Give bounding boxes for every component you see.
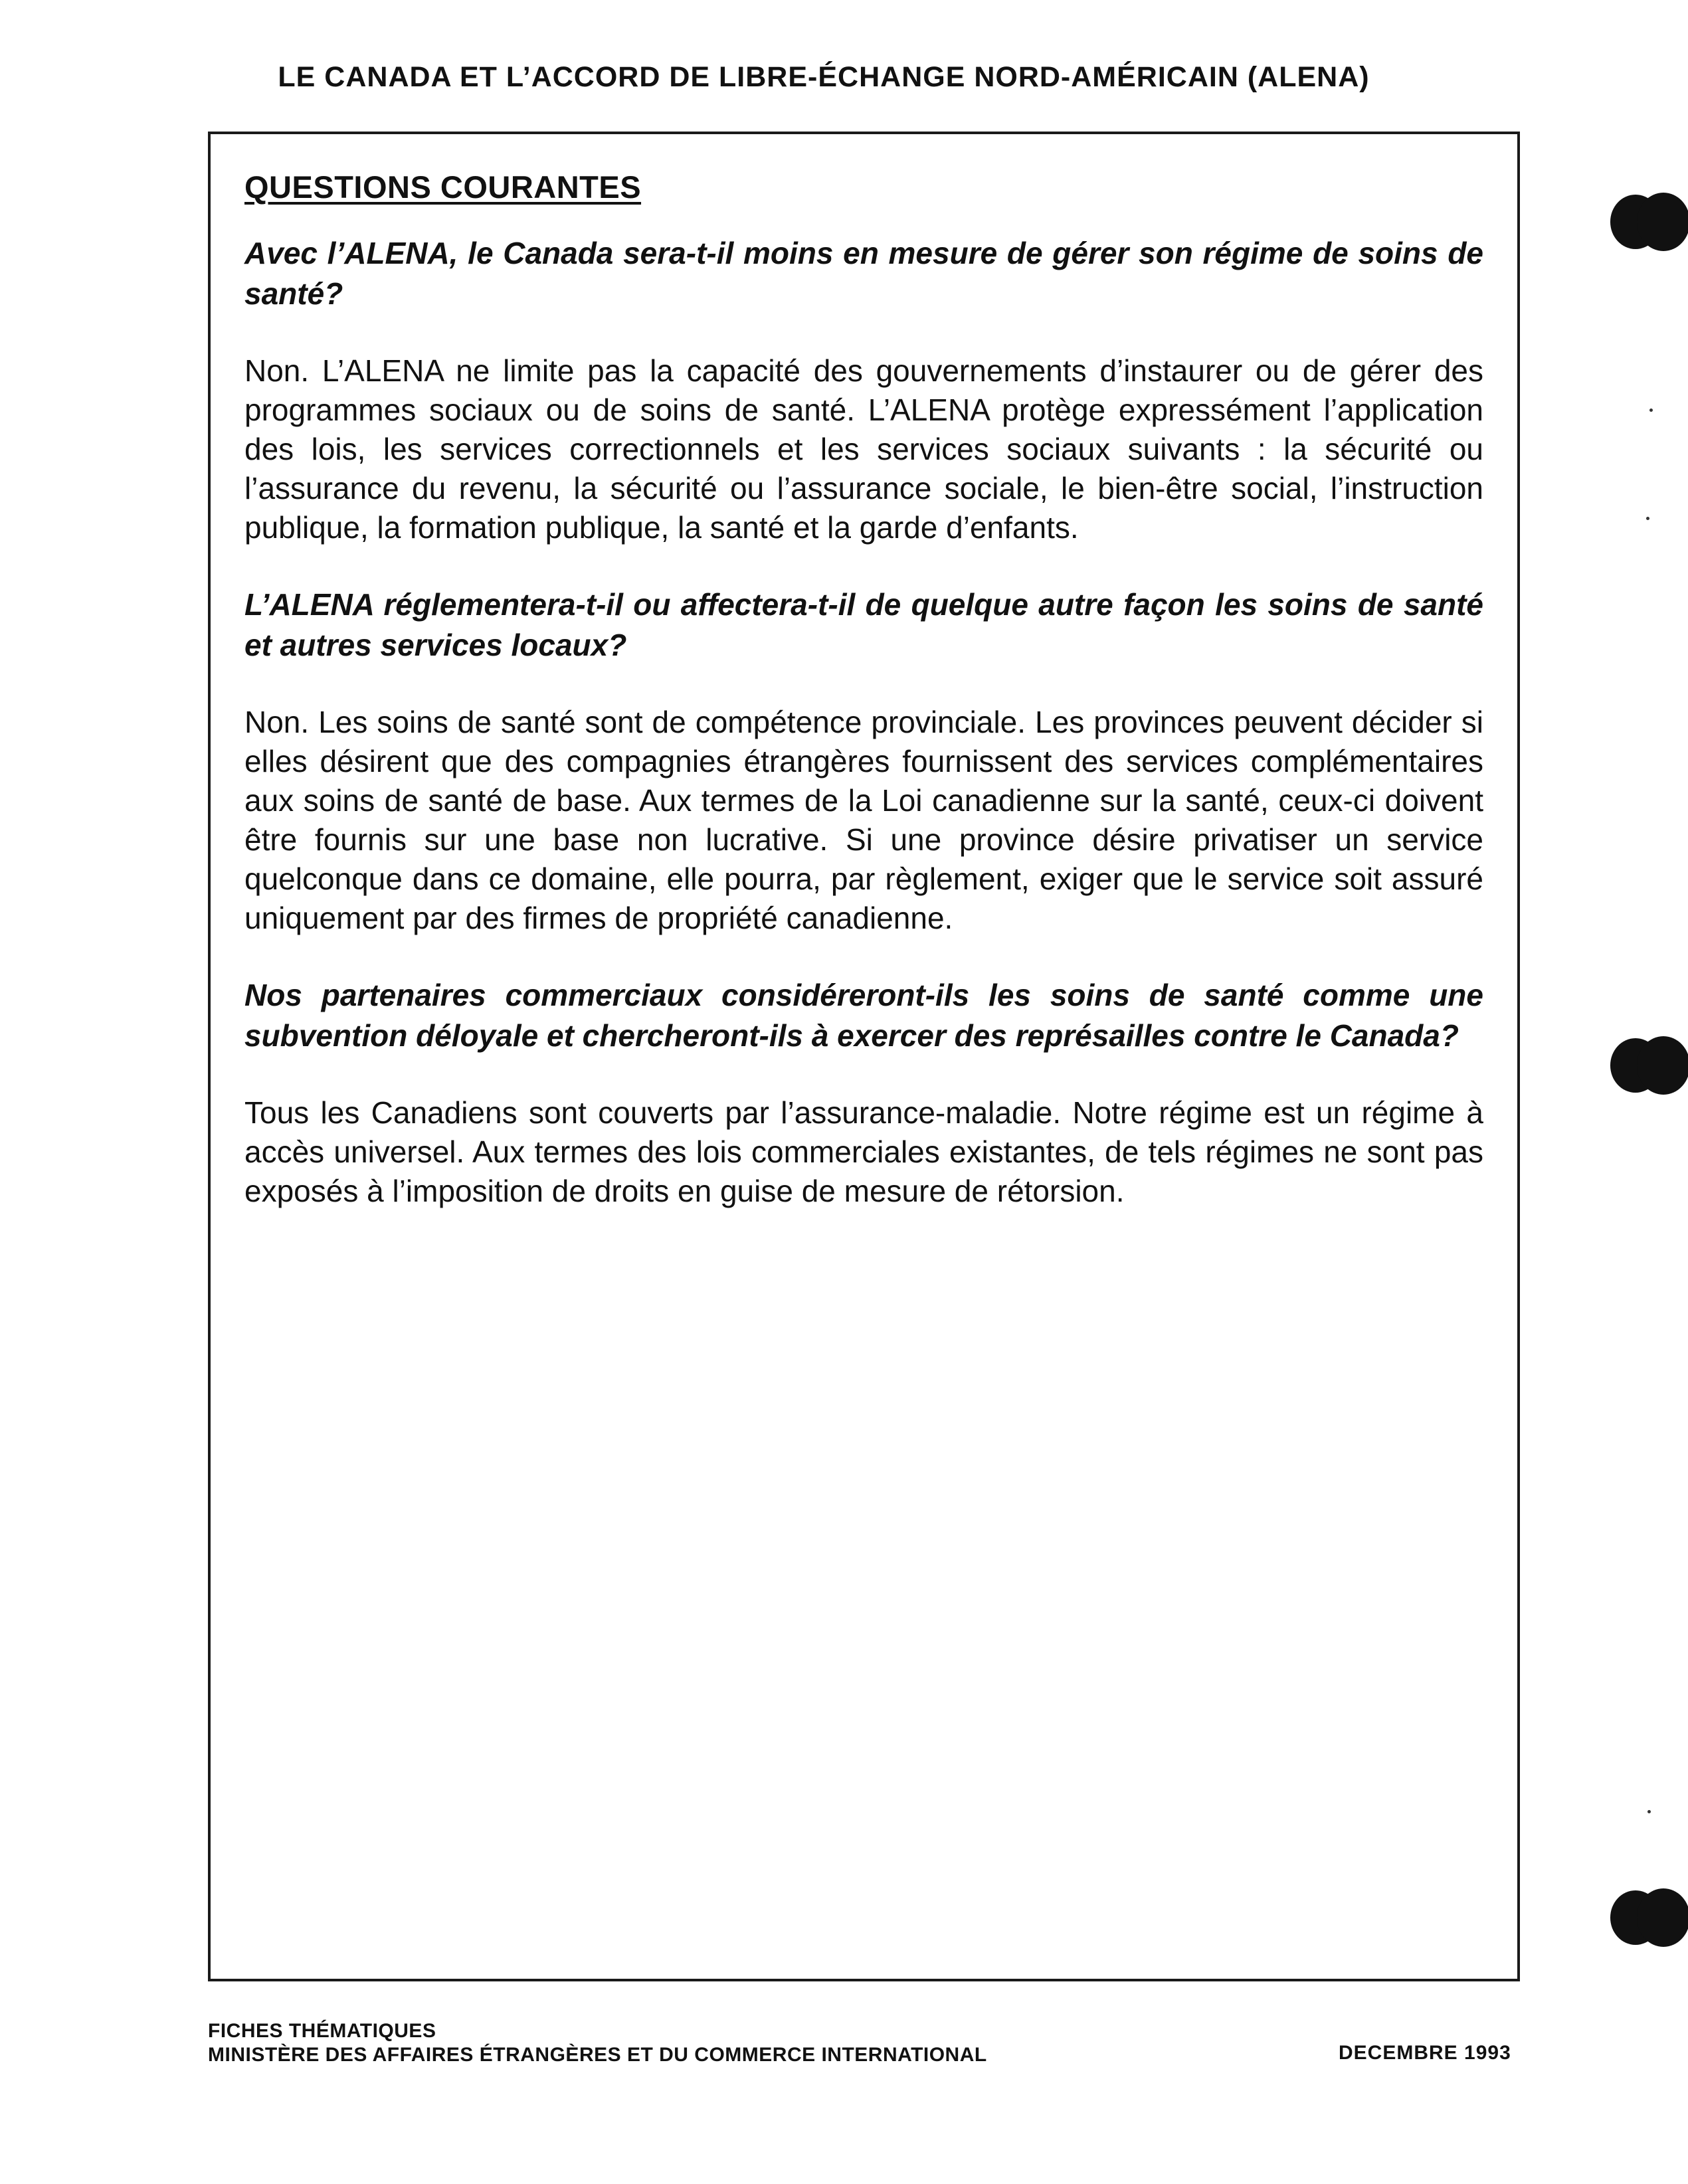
scan-speck [1647, 1810, 1651, 1813]
document-title: LE CANADA ET L’ACCORD DE LIBRE-ÉCHANGE NORD-AMÉRICAIN (ALENA) [278, 61, 1370, 93]
question-2: L’ALENA réglementera-t-il ou affectera-t-il de quelque autre façon les soins de santé et autres services locaux? [244, 587, 1483, 662]
answer-2: Non. Les soins de santé sont de compétence provinciale. Les provinces peuvent décider si elles désirent que des compagnies étrangères fournissent des services complémentaires aux soins de santé de base. Aux termes de la Loi canadienne sur la santé, ceux-ci doivent être fournis sur une base non lucrative. Si une province désire privatiser un service quelconque dans ce domaine, elle pourra, par règlement, exiger que le service soit assuré uniquement par des firmes de propriété canadienne. [244, 705, 1483, 935]
answer-3: Tous les Canadiens sont couverts par l’assurance-maladie. Notre régime est un régime à accès universel. Aux termes des lois commerciales existantes, de tels régimes ne sont pas exposés à l’imposition de droits en guise de mesure de rétorsion. [244, 1095, 1483, 1208]
question-1: Avec l’ALENA, le Canada sera-t-il moins en mesure de gérer son régime de soins de santé? [244, 236, 1483, 311]
footer-series: FICHES THÉMATIQUES [208, 2020, 436, 2042]
footer-publisher [208, 2019, 987, 2067]
section-heading: QUESTIONS COURANTES [244, 169, 642, 205]
qa-item-2 [244, 585, 1483, 938]
footer-date: DECEMBRE 1993 [1339, 2042, 1511, 2064]
footer-ministry: MINISTÈRE DES AFFAIRES ÉTRANGÈRES ET DU COMMERCE INTERNATIONAL [208, 2044, 987, 2066]
question-3: Nos partenaires commerciaux considéreront-ils les soins de santé comme une subvention déloyale et chercheront-ils à exercer des représailles contre le Canada? [244, 978, 1483, 1053]
punch-hole-icon [1606, 193, 1688, 251]
qa-item-3 [244, 975, 1483, 1211]
scan-speck [1646, 517, 1649, 520]
content-area [244, 169, 1483, 1248]
answer-1: Non. L’ALENA ne limite pas la capacité des gouvernements d’instaurer ou de gérer des programmes sociaux ou de soins de santé. L’ALENA protège expressément l’application des lois, les services correctionnels et les services sociaux suivants : la sécurité ou l’assurance du revenu, la sécurité ou l’assurance sociale, le bien-être social, l’instruction publique, la formation publique, la santé et la garde d’enfants. [244, 353, 1483, 545]
scan-speck [1649, 409, 1653, 412]
qa-item-1 [244, 233, 1483, 547]
content-frame [208, 132, 1520, 1981]
punch-hole-icon [1606, 1888, 1688, 1947]
punch-hole-icon [1606, 1036, 1688, 1095]
